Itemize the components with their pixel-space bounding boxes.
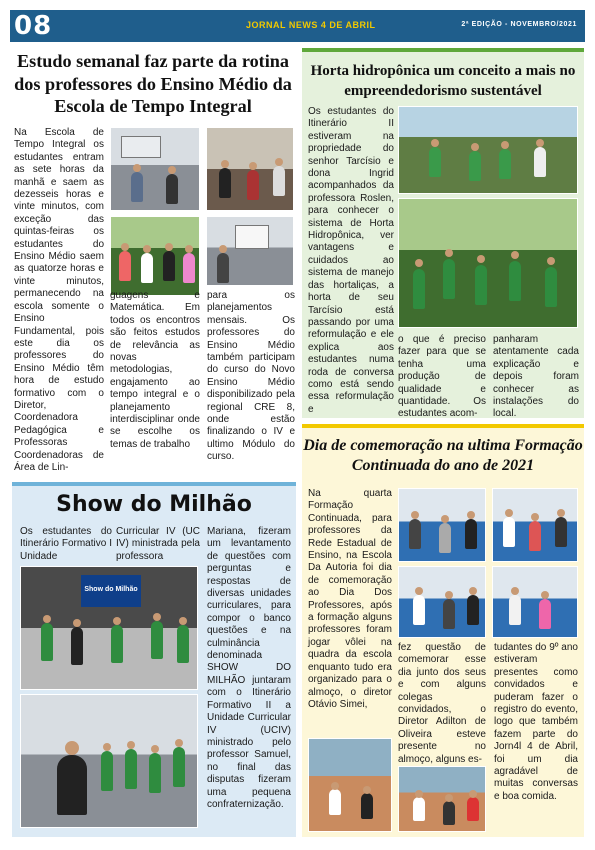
show-photo-2	[20, 694, 198, 828]
article-comemoracao-column-3: tudantes do 9º ano estiveram presentes como convidados e puderam fazer o registro do evento, logo que também fazem parte do Jorn4l 4 de Abril, foi um dia agradável de muitas conversas e boa comida.	[494, 642, 578, 802]
article-show-column-1: Os estudantes do Itinerário Formativo I Unidade	[20, 526, 112, 562]
comemoracao-photo-2	[492, 488, 578, 562]
comemoracao-photo-3	[398, 566, 486, 638]
article-estudo-title: Estudo semanal faz parte da rotina dos professores do Ensino Médio da Escola de Tempo Integral	[14, 51, 292, 116]
article-comemoracao-title: Dia de comemoração na ultima Formação Continuada do ano de 2021	[303, 437, 583, 474]
horta-photo-2	[398, 198, 578, 328]
article-estudo-column-3: para os planejamentos mensais. Os professores do Ensino Médio também participam do curso do Novo Ensino Médio disponibilizado pela regional CRE 8, onde estão finalizando o IV e ultimo Módulo do curso.	[207, 290, 295, 463]
comemoracao-photo-1	[398, 488, 486, 562]
comemoracao-photo-4	[492, 566, 578, 638]
article-show-column-3: Mariana, fizeram um levantamento de questões com perguntas e respostas de diversas unidades curriculares, para compor o banco questões e na culminância denominada SHOW DO MILHÃO juntaram com o Itinerário Formativo II a Unidade Curricular IV (UCIV) ministrado pelo professor Samuel, no final das disputas fizeram uma pequena confraternização.	[207, 526, 291, 810]
page-header	[10, 10, 585, 42]
volleyball-photo-1	[308, 738, 392, 832]
article-horta-column-3: panharam atentamente cada explicação e depois foram conhecer as instalações do local.	[493, 334, 579, 420]
show-photo-1	[20, 566, 198, 690]
page-number: 08	[14, 11, 53, 41]
article-estudo-column-1: Na Escola de Tempo Integral os estudantes entram as sete horas da manhã e saem as dezesseis horas e vinte minutos, com exceção das quintas-feiras os estudantes do Ensino Médio saem as quatorze horas e vinte minutos, permanecendo na escola somente o Ensino Fundamental, pois este dia os professores do Ensino Médio têm hora de estudo formativo com o Diretor, Coordenadora Pedagógica e Professoras Coordenadoras de Área de Lin-	[14, 127, 104, 473]
article-show-column-2: Curricular IV (UC IV) ministrada pela professora	[116, 526, 200, 562]
projector-screen: Show do Milhão	[81, 575, 141, 607]
classroom-photo-1	[110, 127, 200, 211]
article-estudo-column-2: guagens e Matemática. Em todos os encontros são feitos estudos de relevância as novas metodologias, engajamento ao tempo integral e o planejamento interdisciplinar onde se escolhe os temas de trabalho	[110, 290, 200, 450]
classroom-photo-3	[110, 216, 200, 296]
article-comemoracao-column-1: Na quarta Formação Continuada, para professores da Rede Estadual de Ensino, na Escola Da Autoria foi dia de comemoração ao Dia Dos Professores, após a formação alguns professores foram jogar vôlei na quadra da escola enquanto tudo era organizado para o almoço, o diretor Otávio Simei,	[308, 488, 392, 710]
edition-label: 2ª EDIÇÃO - NOVEMBRO/2021	[461, 21, 577, 28]
horta-photo-1	[398, 106, 578, 194]
article-comemoracao-column-2: fez questão de comemorar esse dia junto dos seus e com alguns colegas convidados, o Diretor Adilton de Oliveira esteve presente no almoço, alguns es-	[398, 642, 486, 765]
article-horta-column-2: o que é preciso fazer para que se tenha uma produção de qualidade e quantidade. Os estudantes acom-	[398, 334, 486, 420]
classroom-photo-2	[206, 127, 294, 211]
classroom-photo-4	[206, 216, 294, 286]
article-show-title: Show do Milhão	[56, 492, 252, 517]
volleyball-photo-2	[398, 766, 486, 832]
article-horta-title: Horta hidropônica um conceito a mais no empreendedorismo sustentável	[310, 63, 576, 99]
article-horta-column-1: Os estudantes do Itinerário II estiveram na propriedade do senhor Tarcísio e dona Ingrid acompanhados da professora Roslen, para conhecer o sistema de Horta Hidropônica, ver vantagens e cuidados ao sistema de manejo das hortaliças, a horta de seu Tarcísio está passando por uma reformulação e ele explica aos estudantes numa roda de conversa como está sendo essa reformulação e	[308, 106, 394, 415]
newspaper-title: JORNAL NEWS 4 DE ABRIL	[246, 20, 376, 30]
